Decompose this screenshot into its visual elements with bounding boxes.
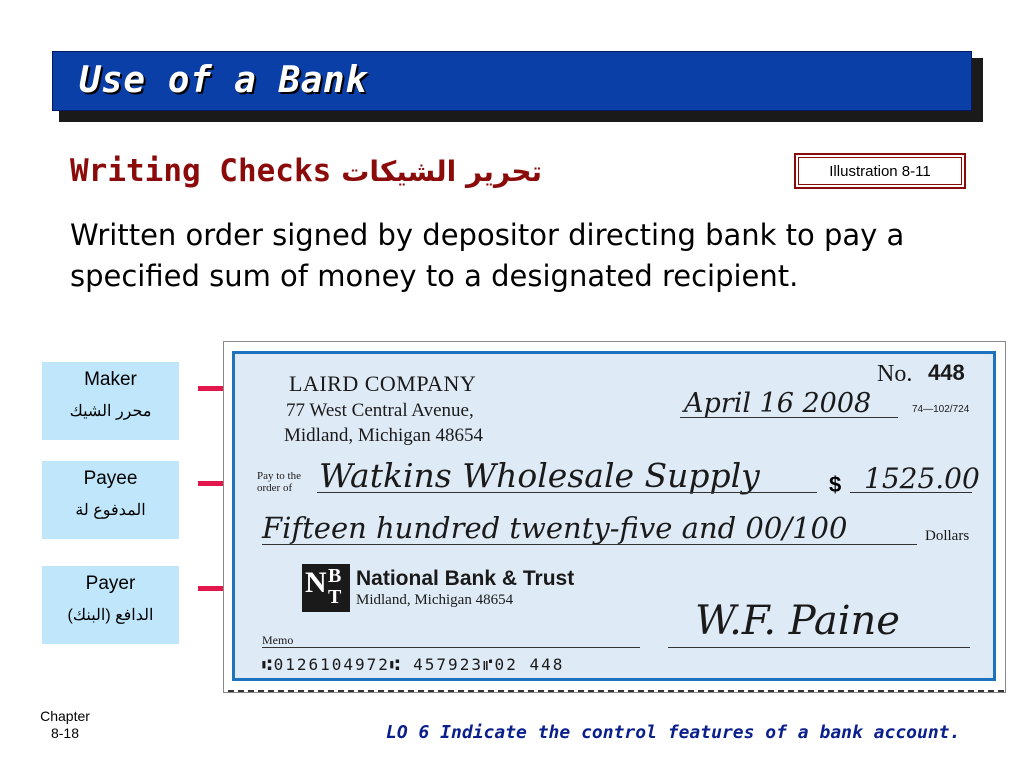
learning-objective: LO 6 Indicate the control features of a bank account. [386,722,961,743]
bank-logo: N B T [302,564,350,612]
definition-text: Written order signed by depositor directing bank to pay a specified sum of money to a designated recipient. [70,218,905,293]
memo-label: Memo [262,633,294,647]
company-address-2: Midland, Michigan 48654 [284,425,483,446]
payer-label-en: Payer [85,573,136,594]
payer-label-ar: الدافع (البنك) [67,607,154,624]
memo-line [262,647,640,648]
check-number-label: No. [877,361,913,387]
micr-line: ⑆0126104972⑆ 457923⑈02 448 [262,655,565,674]
check-number: 448 [928,360,965,385]
check-amount: 1525.00 [864,462,980,495]
signature: W.F. Paine [695,598,900,644]
pay-to-label-1: Pay to the [257,470,301,482]
date-line [680,417,898,418]
payee-label-en: Payee [83,468,138,489]
signature-line [668,647,970,648]
check-date: April 16 2008 [684,388,872,419]
illustration-label [794,153,966,189]
bank-address: Midland, Michigan 48654 [356,592,514,608]
maker-label-ar: محرر الشيك [69,403,152,420]
amount-words: Fifteen hundred twenty-five and 00/100 [262,511,848,545]
amount-words-line [262,544,917,545]
subheading [70,153,542,189]
maker-label [42,362,179,440]
subheading-en: Writing Checks [70,153,332,189]
payee-label-ar: المدفوع لة [75,502,146,519]
pay-to-label-2: order of [257,482,293,494]
chapter-number: 8-18 [50,725,80,741]
bank-name: National Bank & Trust [356,567,575,590]
payee-name: Watkins Wholesale Supply [319,456,760,495]
chapter-label-text: Chapter [40,708,90,724]
amount-line [850,492,972,493]
routing-number: 74—102/724 [912,404,970,415]
payer-label [42,566,179,644]
title-bar [52,51,972,111]
illustration-text: Illustration 8-11 [829,163,931,180]
slide-title: Use of a Bank [79,60,368,101]
check-perforation [228,690,1004,692]
illustration-frame [798,157,962,185]
chapter-label [30,708,100,742]
payee-label [42,461,179,539]
maker-label-en: Maker [84,369,137,390]
payee-line [317,492,817,493]
subheading-ar: تحرير الشيكات [341,155,543,188]
dollar-sign: $ [829,472,842,497]
company-name: LAIRD COMPANY [289,371,477,396]
company-address-1: 77 West Central Avenue, [286,400,474,421]
dollars-label: Dollars [925,528,970,544]
pay-to-label [257,470,301,494]
